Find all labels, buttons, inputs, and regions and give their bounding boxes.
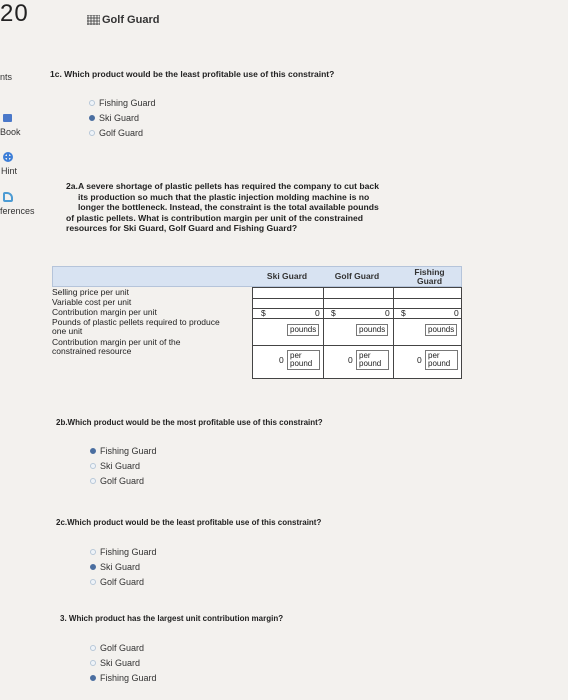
radio-icon[interactable]: [90, 645, 96, 651]
cell-cmc-golf[interactable]: 0: [348, 355, 353, 365]
cell-cmc-fishing[interactable]: 0: [417, 355, 422, 365]
radio-icon[interactable]: [90, 660, 96, 666]
cm-table: [52, 266, 462, 379]
sidebar-book-label[interactable]: Book: [0, 127, 21, 137]
radio-icon[interactable]: [90, 478, 96, 484]
q2c-options: [90, 544, 157, 589]
sidebar-hint-label[interactable]: Hint: [1, 166, 18, 176]
radio-icon[interactable]: [90, 463, 96, 469]
q1c-options: [89, 95, 156, 140]
q2b-option-fishing[interactable]: Fishing Guard: [90, 443, 157, 458]
sidebar-item-hint[interactable]: [3, 152, 13, 162]
table-cells: [252, 287, 462, 379]
page-title: [87, 14, 159, 26]
hint-icon: [3, 152, 13, 162]
q2b-option-golf[interactable]: Golf Guard: [90, 473, 157, 488]
q3-option-ski[interactable]: Ski Guard: [90, 655, 157, 670]
sidebar-references-label[interactable]: ferences: [0, 206, 35, 216]
page-title-text: Golf Guard: [102, 14, 160, 26]
unit-per-pound-golf: per pound: [356, 350, 389, 370]
q2b-question: 2b.Which product would be the most profitable use of this constraint?: [56, 418, 323, 427]
dollar-sign: $: [261, 308, 266, 318]
q2b-option-ski[interactable]: Ski Guard: [90, 458, 157, 473]
radio-selected-icon[interactable]: [90, 564, 96, 570]
q2b-options: [90, 443, 157, 488]
unit-pounds-ski: pounds: [287, 324, 319, 336]
th-ski: Ski Guard: [266, 271, 308, 281]
q3-option-golf[interactable]: Golf Guard: [90, 640, 157, 655]
row-cm-constrained: Contribution margin per unit of the constrained resource: [52, 337, 181, 356]
sidebar-item-book[interactable]: [3, 114, 12, 122]
row-pounds-required: Pounds of plastic pellets required to produce one unit: [52, 317, 220, 336]
row-selling-price: Selling price per unit: [52, 287, 130, 297]
q2c-option-ski[interactable]: Ski Guard: [90, 559, 157, 574]
q3-option-fishing[interactable]: Fishing Guard: [90, 670, 157, 685]
radio-selected-icon[interactable]: [90, 675, 96, 681]
unit-pounds-fishing: pounds: [425, 324, 457, 336]
q3-question: 3. Which product has the largest unit contribution margin?: [60, 614, 284, 623]
question-number: 20: [0, 0, 29, 27]
radio-icon[interactable]: [89, 100, 95, 106]
unit-per-pound-fishing: per pound: [425, 350, 458, 370]
cell-cmc-ski[interactable]: 0: [279, 355, 284, 365]
radio-selected-icon[interactable]: [90, 448, 96, 454]
cell-cm-fishing[interactable]: 0: [454, 308, 459, 318]
q2c-question: 2c.Which product would be the least profitable use of this constraint?: [56, 518, 322, 527]
grid-icon: [87, 15, 100, 25]
q1c-option-ski[interactable]: Ski Guard: [89, 110, 156, 125]
sidebar-points: nts: [0, 72, 13, 82]
row-contribution-margin: Contribution margin per unit: [52, 307, 157, 317]
row-variable-cost: Variable cost per unit: [52, 297, 132, 307]
q2a-text: 2a.A severe shortage of plastic pellets has required the company to cut back its production so much that the plastic injection molding machine is no longer the bottleneck. Instead, the constraint is the total available pounds of plastic pellets. What is contribution margin per unit of the constrained resources for Ski Guard, Golf Guard and Fishing Guard?: [66, 181, 379, 233]
q1c-option-fishing[interactable]: Fishing Guard: [89, 95, 156, 110]
q1c-option-golf[interactable]: Golf Guard: [89, 125, 156, 140]
book-icon: [3, 114, 12, 122]
q1c-question: 1c. Which product would be the least profitable use of this constraint?: [50, 69, 335, 79]
unit-per-pound-ski: per pound: [287, 350, 320, 370]
q3-options: [90, 640, 157, 685]
radio-icon[interactable]: [90, 579, 96, 585]
th-fishing: Fishing Guard: [414, 266, 445, 286]
unit-pounds-golf: pounds: [356, 324, 388, 336]
radio-icon[interactable]: [89, 130, 95, 136]
th-golf: Golf Guard: [334, 271, 380, 281]
dollar-sign: $: [401, 308, 406, 318]
references-icon: [3, 192, 13, 202]
q2c-option-golf[interactable]: Golf Guard: [90, 574, 157, 589]
dollar-sign: $: [331, 308, 336, 318]
sidebar-item-references[interactable]: [3, 192, 13, 202]
cell-cm-golf[interactable]: 0: [385, 308, 390, 318]
radio-icon[interactable]: [90, 549, 96, 555]
cell-cm-ski[interactable]: 0: [315, 308, 320, 318]
radio-selected-icon[interactable]: [89, 115, 95, 121]
q2c-option-fishing[interactable]: Fishing Guard: [90, 544, 157, 559]
